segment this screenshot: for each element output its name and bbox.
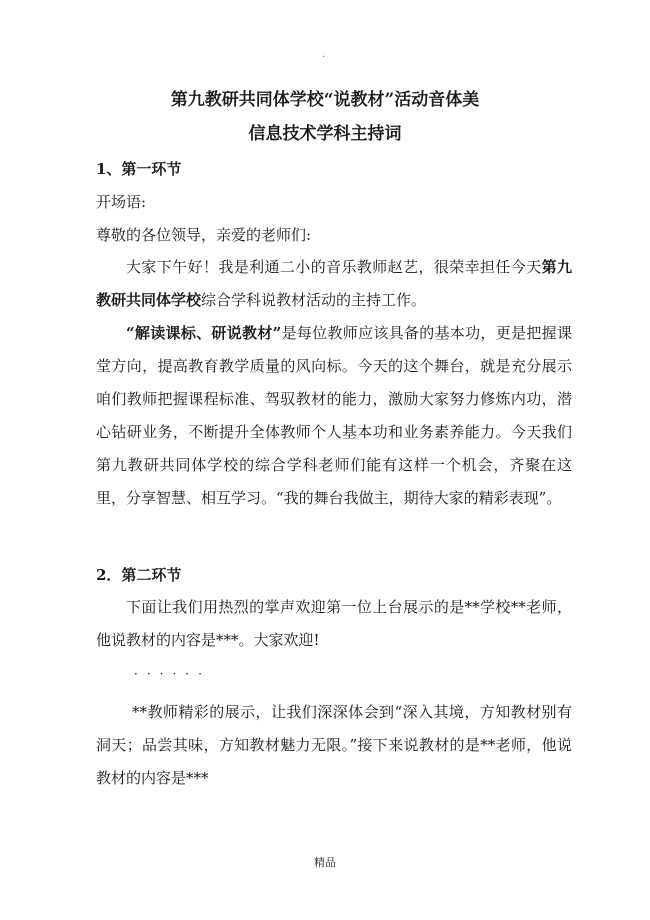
section-2-paragraph-2: **教师精彩的展示，让我们深深体会到“深入其境，方知教材别有洞天；品尝其味，方知教材魅力无限。”接下来说教材的是**老师，他说教材的内容是*** (96, 703, 572, 787)
section-2-paragraph-1: 下面让我们用热烈的掌声欢迎第一位上台展示的是**学校**老师，他说教材的内容是***。大家欢迎! (96, 598, 572, 649)
opening-label: 开场语: (96, 193, 147, 211)
greeting-line: 尊敬的各位领导，亲爱的老师们: (96, 226, 312, 244)
section-1-paragraph-1 (96, 251, 572, 317)
para1-text-end: 综合学科说教材活动的主持工作。 (201, 291, 427, 309)
section-2-heading: 2．第二环节 (96, 566, 182, 584)
section-1-paragraph-2 (96, 317, 572, 515)
section-1-heading: 1、第一环节 (96, 160, 182, 178)
para1-school-name: 第九教研共同体学校 (96, 258, 572, 309)
para2-text: 是每位教师应该具备的基本功，更是把握课堂方向，提高教育教学质量的风向标。今天的这个舞台，就是充分展示咱们教师把握课程标准、驾驭教材的能力，激励大家努力修炼内功，潜心钻研业务，不断提升全体教师个人基本功和业务素养能力。今天我们第九教研共同体学校的综合学科老师们能有这样一个机会，齐聚在这里，分享智慧、相互学习。“我的舞台我做主，期待大家的精彩表现”。 (96, 324, 572, 507)
page-footer: 精品 (314, 856, 336, 869)
page-marker-dot: . (322, 49, 326, 60)
para1-text-start: 大家下午好！我是利通二小的音乐教师赵艺，很荣幸担任今天 (126, 258, 542, 276)
para2-theme-quote: “解读课标、研说教材” (126, 324, 282, 342)
document-title-line-2: 信息技术学科主持词 (248, 124, 402, 144)
document-title-line-1: 第九教研共同体学校“说教材”活动音体美 (170, 90, 480, 110)
ellipsis-dots: ······ (134, 667, 211, 681)
